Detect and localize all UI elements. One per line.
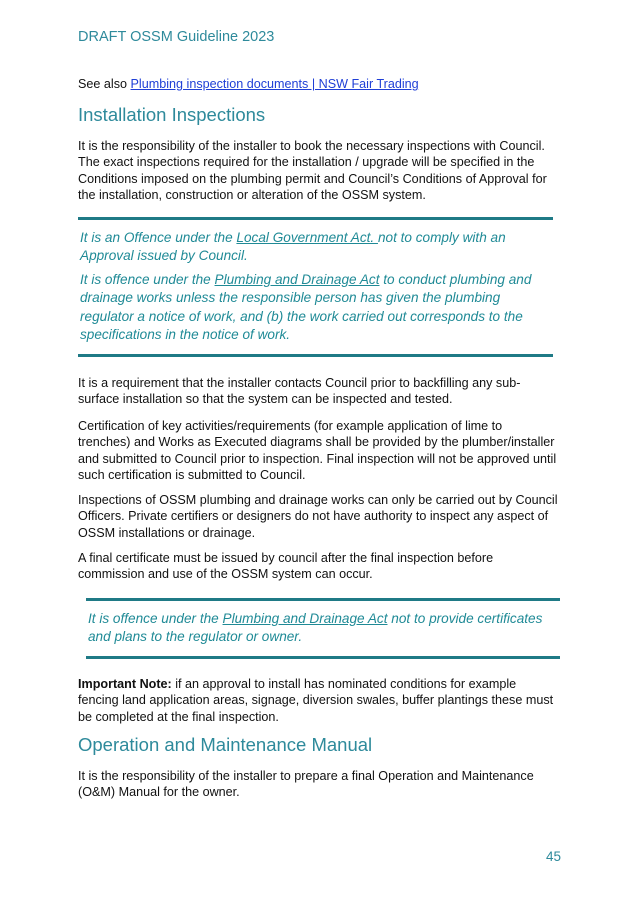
heading-operation-maintenance: Operation and Maintenance Manual bbox=[78, 734, 373, 755]
offence-callout-1 bbox=[78, 217, 553, 357]
final-certificate-paragraph: A final certificate must be issued by council after the final inspection before commission and use of the OSSM system can occur. bbox=[78, 551, 494, 582]
offence-callout-2 bbox=[86, 598, 560, 659]
heading-installation-inspections: Installation Inspections bbox=[78, 104, 266, 125]
officers-paragraph: Inspections of OSSM plumbing and drainage works can only be carried out by Council Officers. Private certifiers or designers do not have authority to inspect any aspect of OSSM installations or drainage. bbox=[78, 493, 558, 540]
callout2-text: not to provide certificates and plans to the regulator or owner. bbox=[88, 611, 543, 645]
certification-paragraph: Certification of key activities/requirements (for example application of lime to trenches) and Works as Executed diagrams shall be provided by the plumber/installer and submitted to Council prior to inspection. Final inspection will not be approved until such certification is submitted to Council. bbox=[78, 419, 557, 483]
om-manual-paragraph: It is the responsibility of the installer to prepare a final Operation and Maintenance (O&M) Manual for the owner. bbox=[78, 769, 534, 800]
document-header: DRAFT OSSM Guideline 2023 bbox=[78, 29, 275, 45]
callout2-paragraph bbox=[88, 610, 560, 647]
see-also-prefix: See also bbox=[78, 77, 131, 91]
callout1-paragraph-1 bbox=[80, 229, 553, 266]
important-note-text: if an approval to install has nominated conditions for example fencing land application areas, signage, diversion swales, buffer plantings these must be completed at the final inspection. bbox=[78, 677, 554, 724]
callout1-text: It is an Offence under the bbox=[80, 230, 237, 245]
callout1-text: to conduct plumbing and drainage works unless the responsible person has given the plumbing regulator a notice of work, and (b) the work carried out corresponds to the specifications in the notice of work. bbox=[80, 271, 532, 343]
plumbing-drainage-act-link-2[interactable]: Plumbing and Drainage Act bbox=[222, 611, 388, 626]
installation-intro-paragraph: It is the responsibility of the installer to book the necessary inspections with Council. The exact inspections required for the installation / upgrade will be specified in the Conditions imposed on the plumbing permit and Council’s Conditions of Approval for the installation, construction or alteration of the OSSM system. bbox=[78, 139, 547, 203]
callout1-paragraph-2 bbox=[80, 271, 553, 345]
local-government-act-link[interactable]: Local Government Act. bbox=[236, 230, 378, 245]
callout1-text: It is offence under the bbox=[80, 271, 215, 287]
fair-trading-link[interactable]: Plumbing inspection documents | NSW Fair Trading bbox=[130, 77, 419, 91]
important-note-label: Important Note: bbox=[78, 677, 172, 691]
see-also-line bbox=[78, 76, 558, 92]
callout2-text: It is offence under the bbox=[88, 611, 223, 626]
important-note-paragraph bbox=[78, 676, 558, 725]
plumbing-drainage-act-link[interactable]: Plumbing and Drainage Act bbox=[214, 271, 380, 287]
backfill-paragraph: It is a requirement that the installer contacts Council prior to backfilling any sub-surface installation so that the system can be inspected and tested. bbox=[78, 376, 521, 407]
page-number: 45 bbox=[546, 849, 562, 864]
callout1-text: not to comply with an Approval issued by Council. bbox=[80, 230, 506, 264]
